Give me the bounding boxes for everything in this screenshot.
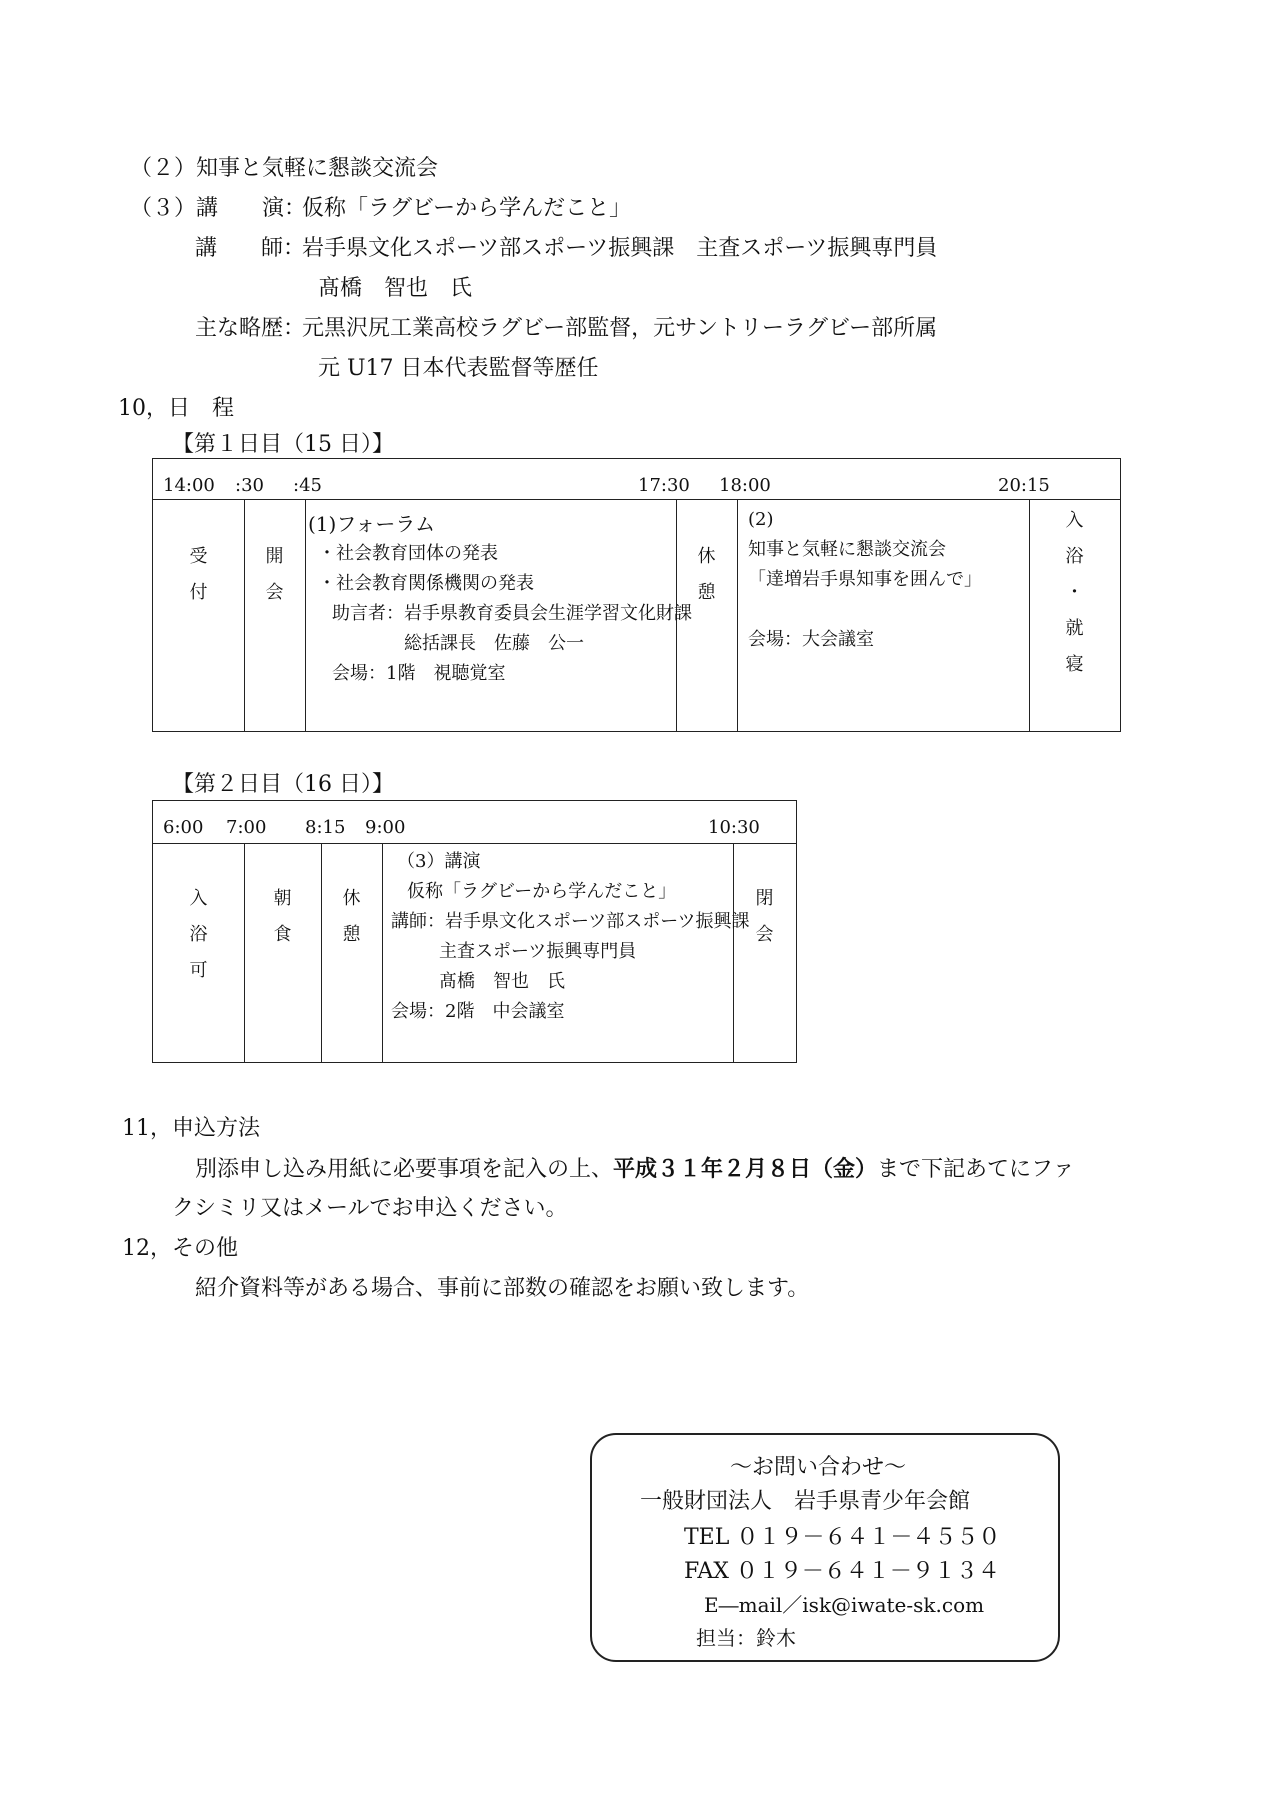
day2-time-row — [153, 801, 796, 844]
exchange-number: (2) — [748, 509, 774, 530]
day1-time-label: 14:00 — [163, 475, 215, 496]
day2-time-label: 10:30 — [708, 817, 760, 838]
breakfast-char: 朝 — [273, 888, 292, 909]
exchange-subtitle: 「達増岩手県知事を囲んで」 — [748, 569, 982, 590]
day1-time-row — [153, 459, 1120, 500]
reception-char: 受 — [189, 546, 208, 567]
lecturer-label: 講 師： — [195, 236, 306, 261]
break-char: 憩 — [697, 582, 716, 603]
application-line-2: クシミリ又はメールでお申込ください。 — [172, 1196, 568, 1221]
day1-divider — [244, 499, 245, 731]
break-char: 休 — [697, 546, 716, 567]
day2-schedule-table — [152, 800, 797, 1063]
lecturer-name: 髙橋 智也 氏 — [318, 276, 473, 301]
item3-label: （３）講 演： — [130, 196, 307, 221]
bath-char: 浴 — [1065, 546, 1084, 567]
contact-box — [590, 1433, 1060, 1662]
bath-char: 入 — [189, 888, 208, 909]
breakfast-char: 食 — [273, 924, 292, 945]
bath-char: 入 — [1065, 510, 1084, 531]
contact-fax: FAX ０１９－６４１－９１３４ — [684, 1559, 1000, 1584]
bath-sleep-cell — [1029, 503, 1120, 683]
day1-divider — [305, 499, 306, 731]
lecture-lecturer: 講師：岩手県文化スポーツ部スポーツ振興課 — [391, 911, 750, 932]
contact-email[interactable]: E―mail／isk@iwate-sk.com — [704, 1593, 985, 1617]
contact-org: 一般財団法人 岩手県青少年会館 — [640, 1489, 971, 1514]
day1-time-label: 18:00 — [719, 475, 771, 496]
other-heading: 12，その他 — [122, 1236, 238, 1261]
closing-cell — [733, 881, 796, 953]
day2-time-label: 7:00 — [226, 817, 267, 838]
day1-time-label: :30 — [235, 475, 264, 496]
opening-char: 開 — [265, 546, 284, 567]
bath-char: 寝 — [1065, 654, 1084, 675]
forum-bullet: ・社会教育団体の発表 — [318, 543, 498, 564]
application-line-1 — [195, 1158, 1075, 1181]
opening-char: 会 — [265, 582, 284, 603]
bath-char: 就 — [1065, 618, 1084, 639]
day2-break-cell — [321, 881, 382, 953]
day1-time-label: 17:30 — [638, 475, 690, 496]
lecture-number: （3）講演 — [397, 851, 481, 872]
day2-time-label: 9:00 — [365, 817, 406, 838]
forum-title: (1)フォーラム — [308, 512, 436, 536]
lecturer-org: 岩手県文化スポーツ部スポーツ振興課 主査スポーツ振興専門員 — [302, 236, 938, 261]
other-line-1: 紹介資料等がある場合、事前に部数の確認をお願い致します。 — [195, 1276, 810, 1301]
item3-title: 仮称「ラグビーから学んだこと」 — [302, 196, 632, 221]
day2-time-label: 8:15 — [305, 817, 346, 838]
break-char: 休 — [342, 888, 361, 909]
lecture-venue: 会場：2階 中会議室 — [391, 1001, 565, 1022]
closing-char: 会 — [755, 924, 774, 945]
day2-divider — [382, 843, 383, 1062]
application-text: まで下記あてにファ — [877, 1157, 1075, 1182]
career-label: 主な略歴： — [195, 316, 306, 341]
forum-venue: 会場：1階 視聴覚室 — [332, 663, 506, 684]
contact-tel: TEL ０１９－６４１－４５５０ — [684, 1525, 1001, 1550]
day1-schedule-table — [152, 458, 1121, 732]
reception-char: 付 — [189, 582, 208, 603]
breakfast-cell — [244, 881, 321, 953]
exchange-cell — [748, 505, 982, 655]
day1-time-label: :45 — [293, 475, 322, 496]
day1-title: 【第１日目（15 日）】 — [172, 432, 394, 457]
application-text: 別添申し込み用紙に必要事項を記入の上、 — [195, 1157, 614, 1182]
forum-bullet: ・社会教育関係機関の発表 — [318, 573, 534, 594]
exchange-title: 知事と気軽に懇談交流会 — [748, 539, 946, 560]
day2-time-label: 6:00 — [163, 817, 204, 838]
lecture-title: 仮称「ラグビーから学んだこと」 — [407, 881, 677, 902]
contact-person: 担当：鈴木 — [696, 1626, 796, 1650]
forum-cell — [308, 509, 692, 689]
bath-char: 可 — [189, 960, 208, 981]
closing-char: 閉 — [755, 888, 774, 909]
contact-title: ～お問い合わせ～ — [730, 1455, 907, 1480]
lecture-lecturer: 髙橋 智也 氏 — [439, 971, 565, 992]
lecture-cell — [391, 847, 750, 1027]
opening-cell — [244, 539, 305, 611]
schedule-heading: 10，日 程 — [118, 396, 234, 421]
reception-cell — [153, 539, 244, 611]
lecture-lecturer: 主査スポーツ振興専門員 — [439, 941, 637, 962]
item2-text: （２）知事と気軽に懇談交流会 — [130, 156, 439, 181]
bath-allowed-cell — [153, 881, 244, 989]
exchange-venue: 会場：大会議室 — [748, 629, 874, 650]
career-line-2: 元 U17 日本代表監督等歴任 — [318, 356, 599, 381]
day1-time-label: 20:15 — [998, 475, 1050, 496]
career-line-1: 元黒沢尻工業高校ラグビー部監督，元サントリーラグビー部所属 — [302, 316, 938, 341]
day2-title: 【第２日目（16 日）】 — [172, 772, 394, 797]
forum-advisor: 総括課長 佐藤 公一 — [404, 633, 584, 654]
spacer — [748, 595, 982, 625]
bath-char: 浴 — [189, 924, 208, 945]
bath-char: ・ — [1065, 582, 1084, 603]
forum-advisor: 助言者：岩手県教育委員会生涯学習文化財課 — [332, 603, 692, 624]
application-deadline: 平成３１年２月８日（金） — [613, 1156, 878, 1182]
break-cell — [676, 539, 737, 611]
application-heading: 11，申込方法 — [122, 1116, 260, 1141]
day1-divider — [737, 499, 738, 731]
break-char: 憩 — [342, 924, 361, 945]
